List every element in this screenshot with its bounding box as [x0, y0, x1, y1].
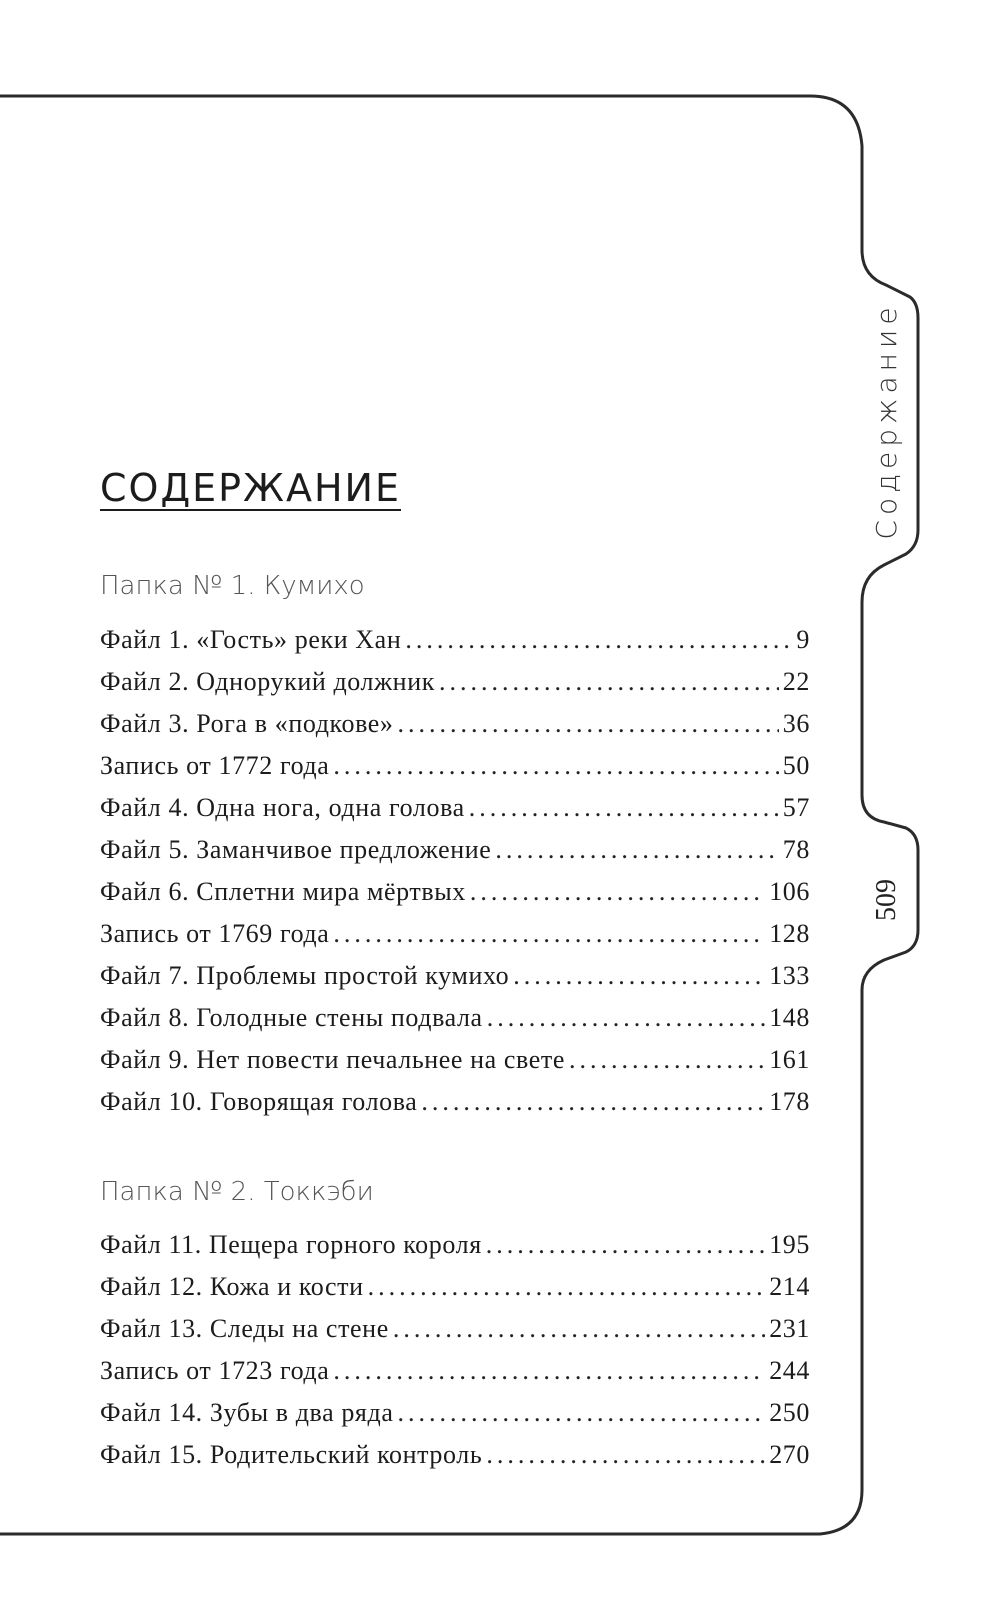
- toc-entry-title: Файл 5. Заманчивое предложение: [100, 835, 492, 864]
- toc-entry-title: Файл 4. Одна нога, одна голова: [100, 793, 465, 822]
- toc-entry-title: Файл 15. Родительский контроль: [100, 1440, 483, 1469]
- toc-entry[interactable]: [100, 667, 810, 709]
- dot-leader: [368, 1272, 766, 1302]
- dot-leader: [486, 1440, 765, 1470]
- toc-entry-title: Файл 13. Следы на стене: [100, 1314, 389, 1343]
- toc-entry-title: Запись от 1772 года: [100, 751, 330, 780]
- toc-entry-page-number: 22: [782, 667, 810, 696]
- dot-leader: [569, 1045, 765, 1075]
- dot-leader: [398, 709, 779, 739]
- toc-entry-title: Файл 9. Нет повести печальнее на свете: [100, 1045, 566, 1074]
- dot-leader: [470, 877, 765, 907]
- toc-entry-title: Файл 6. Сплетни мира мёртвых: [100, 877, 466, 906]
- toc-entry-title: Запись от 1723 года: [100, 1356, 330, 1385]
- dot-leader: [469, 793, 779, 823]
- toc-entry[interactable]: [100, 1045, 810, 1087]
- toc-entry-title: Файл 8. Голодные стены подвала: [100, 1003, 483, 1032]
- dot-leader: [333, 919, 765, 949]
- toc-entry-page-number: 250: [769, 1398, 810, 1427]
- toc-list: [100, 1230, 810, 1482]
- dot-leader: [439, 667, 779, 697]
- dot-leader: [513, 961, 765, 991]
- page-title: СОДЕРЖАНИЕ: [100, 466, 401, 510]
- toc-entry[interactable]: [100, 877, 810, 919]
- toc-entry[interactable]: [100, 1398, 810, 1440]
- toc-entry-page-number: 244: [769, 1356, 810, 1385]
- dot-leader: [495, 835, 778, 865]
- toc-entry[interactable]: [100, 751, 810, 793]
- toc-entry-page-number: 133: [769, 961, 810, 990]
- toc-entry[interactable]: [100, 1440, 810, 1482]
- toc-entry-page-number: 106: [769, 877, 810, 906]
- toc-entry-title: Файл 11. Пещера горного короля: [100, 1230, 482, 1259]
- folder-heading: Папка № 2. Токкэби: [100, 1177, 374, 1207]
- toc-entry-page-number: 195: [769, 1230, 810, 1259]
- toc-entry[interactable]: [100, 1356, 810, 1398]
- toc-entry-page-number: 270: [769, 1440, 810, 1469]
- dot-leader: [397, 1398, 765, 1428]
- dot-leader: [393, 1314, 765, 1344]
- toc-entry-page-number: 50: [782, 751, 810, 780]
- toc-entry[interactable]: [100, 961, 810, 1003]
- toc-entry[interactable]: [100, 1230, 810, 1272]
- toc-entry-title: Файл 10. Говорящая голова: [100, 1087, 418, 1116]
- toc-entry-title: Файл 12. Кожа и кости: [100, 1272, 364, 1301]
- toc-entry[interactable]: [100, 1087, 810, 1129]
- dot-leader: [487, 1003, 766, 1033]
- dot-leader: [333, 751, 778, 781]
- side-tab-section-label: Содержание: [870, 302, 903, 540]
- toc-entry-title: Файл 14. Зубы в два ряда: [100, 1398, 394, 1427]
- dot-leader: [405, 625, 792, 655]
- toc-entry-title: Файл 3. Рога в «подкове»: [100, 709, 394, 738]
- toc-list: [100, 625, 810, 1129]
- side-tab-page-number: 509: [871, 879, 902, 921]
- toc-entry[interactable]: [100, 1272, 810, 1314]
- toc-entry-title: Запись от 1769 года: [100, 919, 330, 948]
- toc-entry[interactable]: [100, 835, 810, 877]
- toc-entry-page-number: 148: [769, 1003, 810, 1032]
- dot-leader: [333, 1356, 765, 1386]
- toc-entry[interactable]: [100, 709, 810, 751]
- toc-entry[interactable]: [100, 793, 810, 835]
- toc-entry-page-number: 214: [769, 1272, 810, 1301]
- toc-entry[interactable]: [100, 1003, 810, 1045]
- toc-entry-page-number: 128: [769, 919, 810, 948]
- toc-entry[interactable]: [100, 919, 810, 961]
- dot-leader: [486, 1230, 765, 1260]
- folder-heading: Папка № 1. Кумихо: [100, 571, 365, 601]
- toc-entry-title: Файл 1. «Гость» реки Хан: [100, 625, 402, 654]
- toc-entry[interactable]: [100, 1314, 810, 1356]
- toc-entry-page-number: 231: [769, 1314, 810, 1343]
- toc-entry-title: Файл 2. Однорукий должник: [100, 667, 435, 696]
- toc-entry[interactable]: [100, 625, 810, 667]
- toc-entry-page-number: 57: [782, 793, 810, 822]
- toc-entry-page-number: 36: [782, 709, 810, 738]
- toc-entry-page-number: 78: [782, 835, 810, 864]
- toc-entry-page-number: 9: [796, 625, 810, 654]
- toc-entry-page-number: 178: [769, 1087, 810, 1116]
- toc-entry-page-number: 161: [769, 1045, 810, 1074]
- toc-entry-title: Файл 7. Проблемы простой кумихо: [100, 961, 510, 990]
- dot-leader: [421, 1087, 765, 1117]
